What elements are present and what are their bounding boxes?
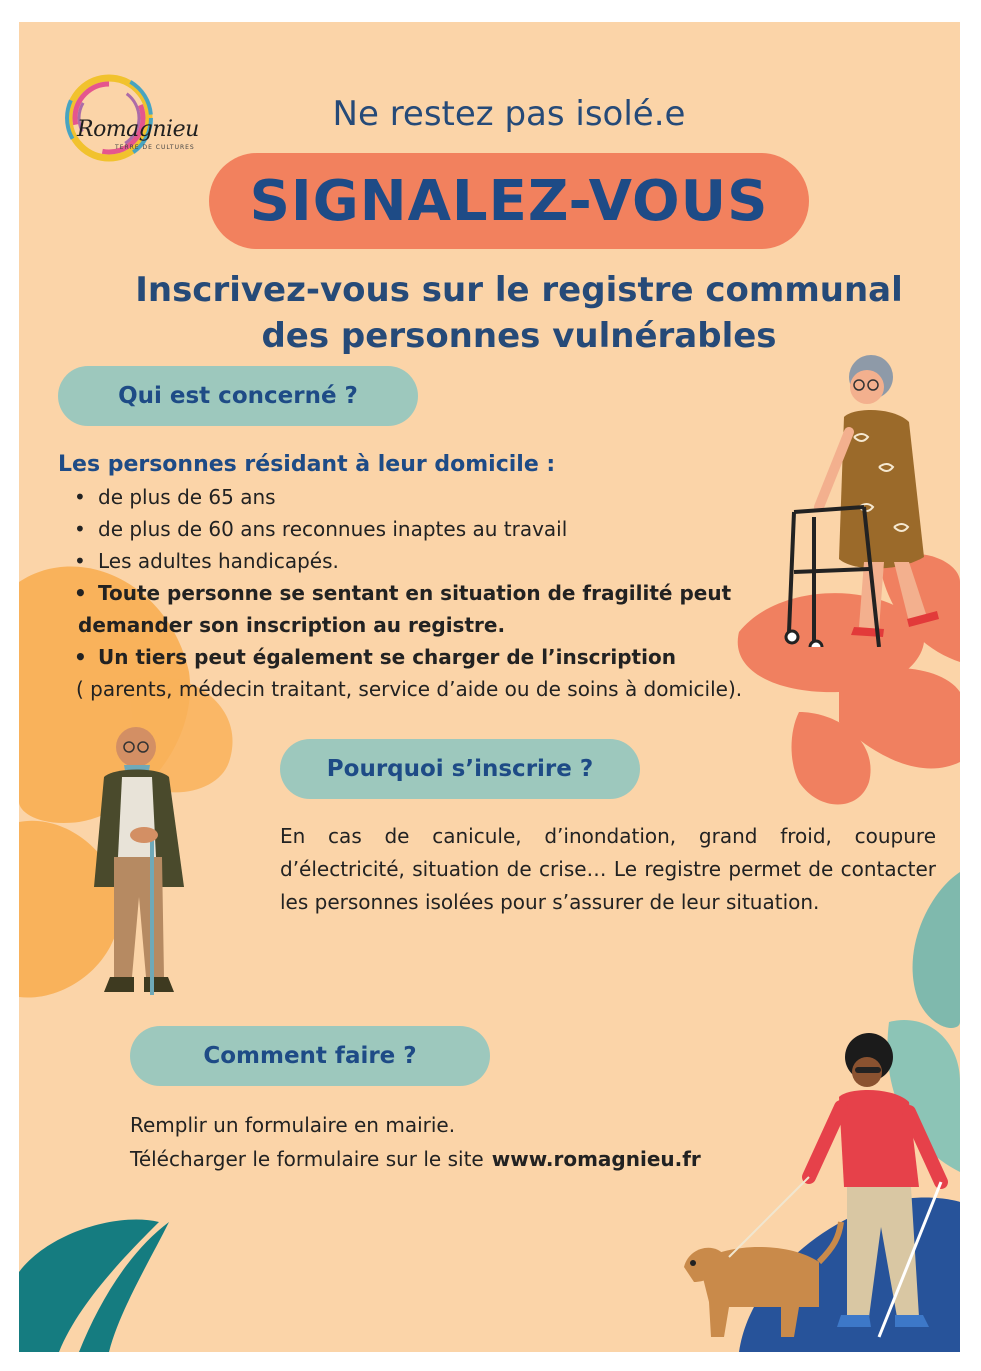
how-line-2 xyxy=(130,1142,701,1176)
list-item: • de plus de 60 ans reconnues inaptes au travail xyxy=(72,513,792,545)
logo-tagline: TERRE DE CULTURES xyxy=(115,144,195,151)
list-item: • Un tiers peut également se charger de l’inscription xyxy=(72,641,792,673)
elderly-woman-walker-illustration xyxy=(759,337,949,647)
poster xyxy=(19,22,960,1352)
how-instructions xyxy=(130,1108,701,1176)
list-item-continuation: ( parents, médecin traitant, service d’aide ou de soins à domicile). xyxy=(76,677,743,701)
list-item: • Les adultes handicapés. xyxy=(72,545,792,577)
elderly-man-cane-illustration xyxy=(74,717,204,1007)
how-line-1: Remplir un formulaire en mairie. xyxy=(130,1113,456,1137)
how-section-pill: Comment faire ? xyxy=(130,1026,490,1086)
subtitle-line-2: des personnes vulnérables xyxy=(261,316,777,356)
subtitle-line-1: Inscrivez-vous sur le registre communal xyxy=(135,270,903,310)
list-item: • Toute personne se sentant en situation de fragilité peut xyxy=(72,577,792,609)
tagline: Ne restez pas isolé.e xyxy=(332,94,686,134)
list-item-continuation: demander son inscription au registre. xyxy=(78,613,506,637)
who-heading: Les personnes résidant à leur domicile : xyxy=(58,452,556,477)
page-title: SIGNALEZ-VOUS xyxy=(249,168,769,234)
why-section-pill: Pourquoi s’inscrire ? xyxy=(280,739,640,799)
who-section-pill: Qui est concerné ? xyxy=(58,366,418,426)
logo-name: Romagnieu xyxy=(77,117,199,142)
title-banner xyxy=(209,153,809,249)
who-list xyxy=(72,481,792,705)
why-paragraph: En cas de canicule, d’inondation, grand froid, coupure d’électricité, situation de crise… Le registre permet de contacter les personnes isolées pour s’assurer de leur situation. xyxy=(280,824,936,914)
list-item: • de plus de 65 ans xyxy=(72,481,792,513)
how-line-2-text: Télécharger le formulaire sur le site xyxy=(130,1147,484,1171)
woman-guide-dog-illustration xyxy=(669,1027,960,1347)
website-link[interactable]: www.romagnieu.fr xyxy=(491,1147,701,1171)
